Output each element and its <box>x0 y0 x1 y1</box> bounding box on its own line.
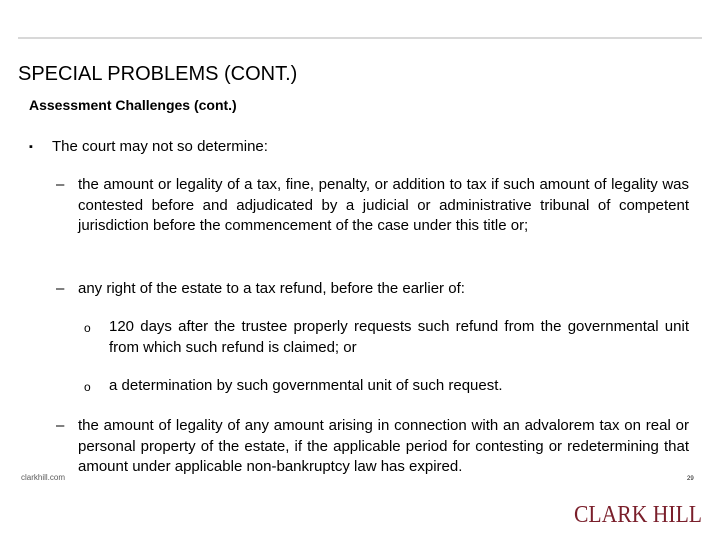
list-item <box>56 416 689 478</box>
dash-bullet-icon: – <box>56 280 65 297</box>
square-bullet-icon: ▪ <box>29 141 33 153</box>
slide-subtitle: Assessment Challenges (cont.) <box>29 97 237 113</box>
website-link[interactable]: clarkhill.com <box>21 473 66 482</box>
sub-list-item-text: 120 days after the trustee properly requests such refund from the governmental unit from which such refund is claimed; or <box>109 318 689 356</box>
list-item-text: the amount or legality of a tax, fine, penalty, or addition to tax if such amount of legality was contested before and adjudicated by a judicial or administrative tribunal of competent jurisdiction before the commencement of the case under this title or; <box>78 176 689 234</box>
logo-text: CLARK HILL <box>574 502 702 528</box>
slide-title: SPECIAL PROBLEMS (CONT.) <box>18 63 298 85</box>
list-item-text: any right of the estate to a tax refund, before the earlier of: <box>78 280 465 297</box>
slide-number: 29 <box>687 476 694 482</box>
list-item <box>56 279 689 300</box>
list-item-text: the amount of legality of any amount arising in connection with an advalorem tax on real or personal property of the estate, if the applicable period for contesting or redetermining that amount under applicable non-bankruptcy law has expired. <box>78 417 689 475</box>
dash-bullet-icon: – <box>56 417 65 434</box>
sub-list-item-text: a determination by such governmental unit of such request. <box>109 377 503 394</box>
list-item <box>56 175 689 237</box>
dash-bullet-icon: – <box>56 176 65 193</box>
header-divider <box>18 37 702 39</box>
clark-hill-logo <box>574 498 702 528</box>
circle-bullet-icon: o <box>84 321 91 335</box>
sub-list-item <box>84 317 689 358</box>
circle-bullet-icon: o <box>84 380 91 394</box>
main-bullet-text: The court may not so determine: <box>52 138 268 155</box>
sub-list-item <box>84 376 689 397</box>
